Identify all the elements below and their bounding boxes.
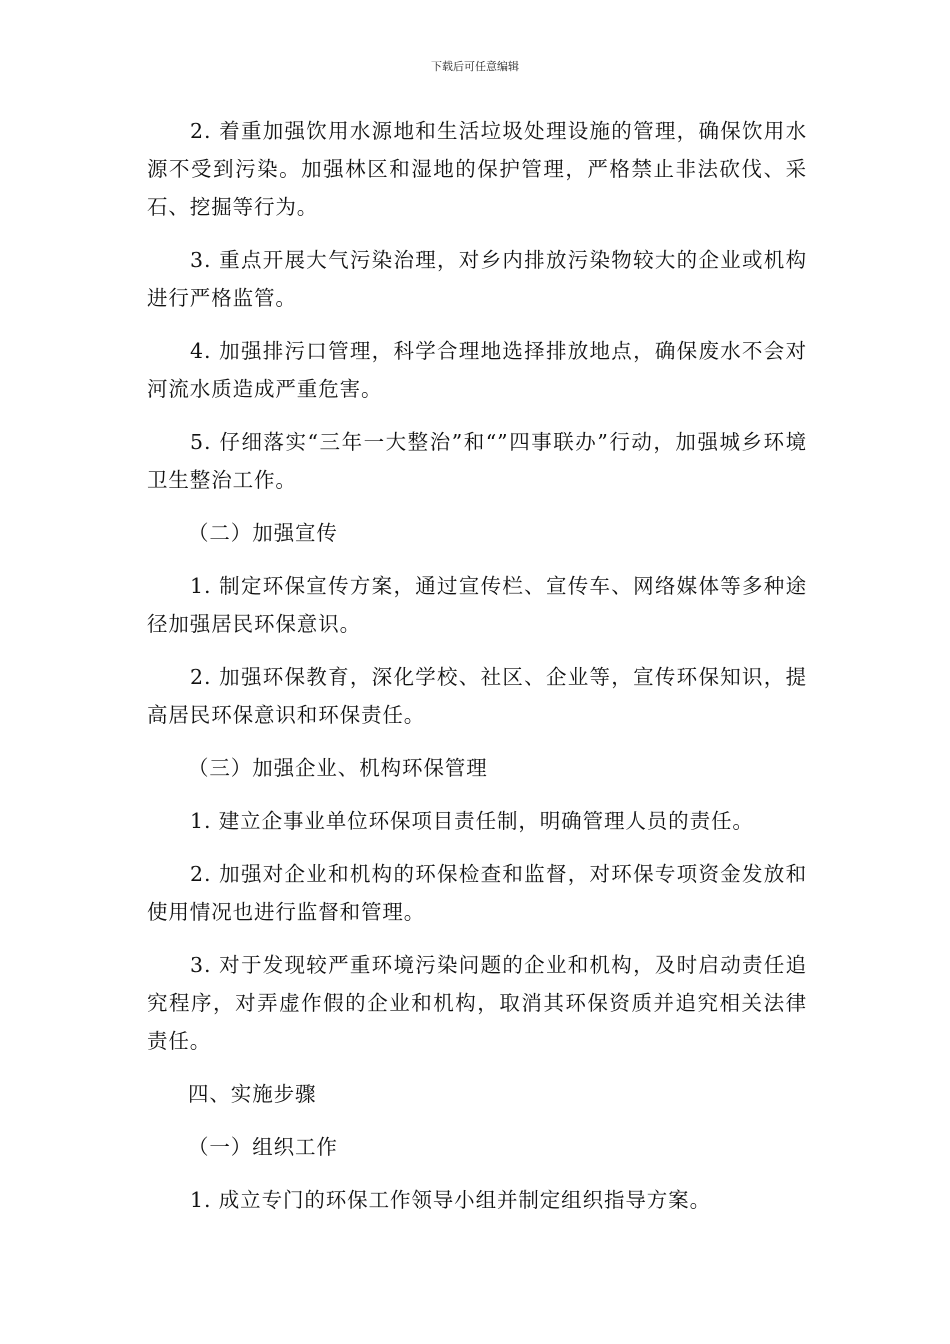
page-header: 下载后可任意编辑 — [431, 60, 519, 73]
section-heading-organization: （一）组织工作 — [188, 1135, 338, 1159]
paragraph-inspection-supervision: 2. 加强对企业和机构的环保检查和监督，对环保专项资金发放和使用情况也进行监督和管理。 — [147, 862, 807, 924]
paragraph-environmental-education: 2. 加强环保教育，深化学校、社区、企业等，宣传环保知识，提高居民环保意识和环保责任。 — [147, 665, 807, 727]
paragraph-publicity-plan: 1. 制定环保宣传方案，通过宣传栏、宣传车、网络媒体等多种途径加强居民环保意识。 — [147, 574, 807, 636]
paragraph-item-5-sanitation: 5. 仔细落实“三年一大整治”和“”四事联办”行动，加强城乡环境卫生整治工作。 — [147, 430, 807, 492]
document-body — [147, 112, 807, 1234]
section-heading-enterprise-management: （三）加强企业、机构环保管理 — [188, 756, 488, 780]
section-heading-implementation-steps: 四、实施步骤 — [188, 1082, 317, 1106]
paragraph-responsibility-system: 1. 建立企事业单位环保项目责任制，明确管理人员的责任。 — [190, 809, 754, 833]
paragraph-item-3-air-pollution: 3. 重点开展大气污染治理，对乡内排放污染物较大的企业或机构进行严格监管。 — [147, 248, 807, 310]
paragraph-leading-group: 1. 成立专门的环保工作领导小组并制定组织指导方案。 — [190, 1188, 711, 1212]
paragraph-item-4-sewage-outlets: 4. 加强排污口管理，科学合理地选择排放地点，确保废水不会对河流水质造成严重危害。 — [147, 339, 807, 401]
paragraph-item-2-water-sources: 2. 着重加强饮用水源地和生活垃圾处理设施的管理，确保饮用水源不受到污染。加强林区和湿地的保护管理，严格禁止非法砍伐、采石、挖掘等行为。 — [147, 119, 807, 219]
paragraph-accountability: 3. 对于发现较严重环境污染问题的企业和机构，及时启动责任追究程序，对弄虚作假的企业和机构，取消其环保资质并追究相关法律责任。 — [147, 953, 807, 1053]
section-heading-publicity: （二）加强宣传 — [188, 521, 338, 545]
